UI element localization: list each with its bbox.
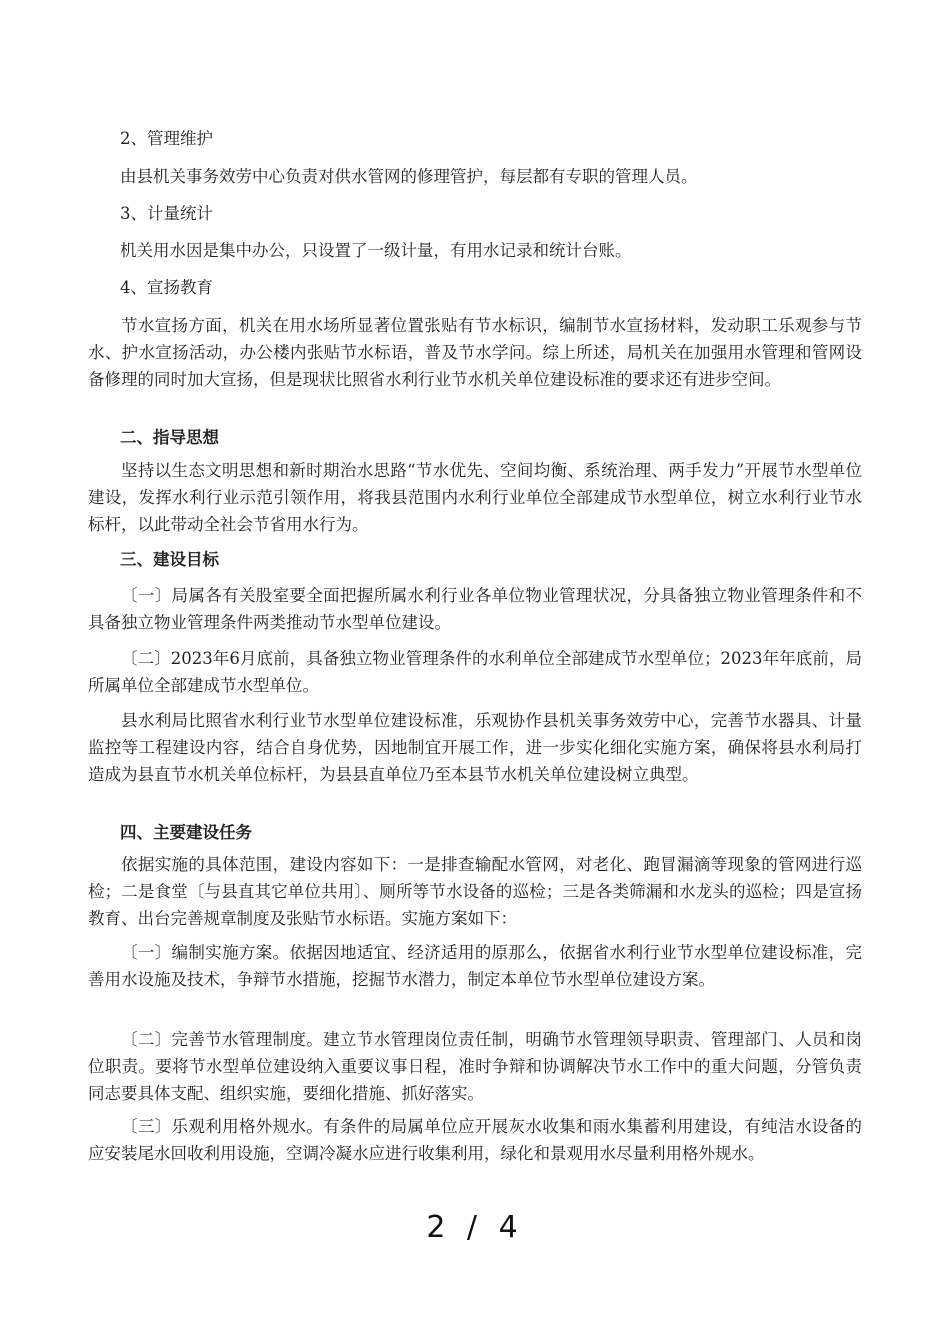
subheading-publicity-education: 4、宣扬教育 [120, 278, 213, 297]
subheading-management-maintenance: 2、管理维护 [120, 129, 213, 148]
paragraph-maintenance: 由县机关事务效劳中心负责对供水管网的修理管护，每层都有专职的管理人员。 [120, 167, 698, 186]
section-heading-main-tasks: 四、主要建设任务 [120, 823, 252, 842]
paragraph-task-1: 〔一〕编制实施方案。依据因地适宜、经济适用的原那么，依据省水利行业节水型单位建设标准，完善用水设施及技术，争辩节水措施，挖掘节水潜力，制定本单位节水型单位建设方案。 [88, 943, 862, 989]
paragraph-goal-1: 〔一〕局属各有关股室要全面把握所属水利行业各单位物业管理状况，分具备独立物业管理条件和不具备独立物业管理条件两类推动节水型单位建设。 [88, 586, 862, 632]
paragraph-publicity: 节水宣扬方面，机关在用水场所显著位置张贴有节水标识，编制节水宣扬材料，发动职工乐观参与节水、护水宣扬活动，办公楼内张贴节水标语，普及节水学问。综上所述，局机关在加强用水管理和管网设备修理的同时加大宣扬，但是现状比照省水利行业节水机关单位建设标准的要求还有进步空间。 [88, 316, 862, 389]
paragraph-metering: 机关用水因是集中办公，只设置了一级计量，有用水记录和统计台账。 [120, 241, 632, 260]
paragraph-task-2: 〔二〕完善节水管理制度。建立节水管理岗位责任制，明确节水管理领导职责、管理部门、人员和岗位职责。要将节水型单位建设纳入重要议事日程，准时争辩和协调解决节水工作中的重大问题，分管负责同志要具体支配、组织实施，要细化措施、抓好落实。 [88, 1030, 862, 1103]
paragraph-county-bureau: 县水利局比照省水利行业节水型单位建设标准，乐观协作县机关事务效劳中心，完善节水器具、计量监控等工程建设内容，结合自身优势，因地制宜开展工作，进一步实化细化实施方案，确保将县水利局打造成为县直节水机关单位标杆，为县县直单位乃至本县节水机关单位建设树立典型。 [88, 711, 862, 784]
paragraph-task-scope: 依据实施的具体范围，建设内容如下：一是排查输配水管网，对老化、跑冒漏滴等现象的管网进行巡检；二是食堂〔与县直其它单位共用〕、厕所等节水设备的巡检；三是各类筛漏和水龙头的巡检；四是宣扬教育、出台完善规章制度及张贴节水标语。实施方案如下： [88, 855, 862, 928]
page-number: 2 / 4 [426, 1210, 524, 1245]
section-heading-construction-goals: 三、建设目标 [120, 550, 219, 569]
paragraph-guiding-ideology: 坚持以生态文明思想和新时期治水思路“节水优先、空间均衡、系统治理、两手发力”开展节水型单位建设，发挥水利行业示范引领作用，将我县范围内水利行业单位全部建成节水型单位，树立水利行业节水标杆，以此带动全社会节省用水行为。 [88, 461, 862, 534]
paragraph-goal-2: 〔二〕2023年6月底前，具备独立物业管理条件的水利单位全部建成节水型单位；2023年年底前，局所属单位全部建成节水型单位。 [88, 649, 862, 695]
paragraph-task-3: 〔三〕乐观利用格外规水。有条件的局属单位应开展灰水收集和雨水集蓄利用建设，有纯洁水设备的应安装尾水回收利用设施，空调冷凝水应进行收集利用，绿化和景观用水尽量利用格外规水。 [88, 1117, 862, 1163]
subheading-metering-statistics: 3、计量统计 [120, 204, 213, 223]
section-heading-guiding-ideology: 二、指导思想 [120, 428, 219, 447]
